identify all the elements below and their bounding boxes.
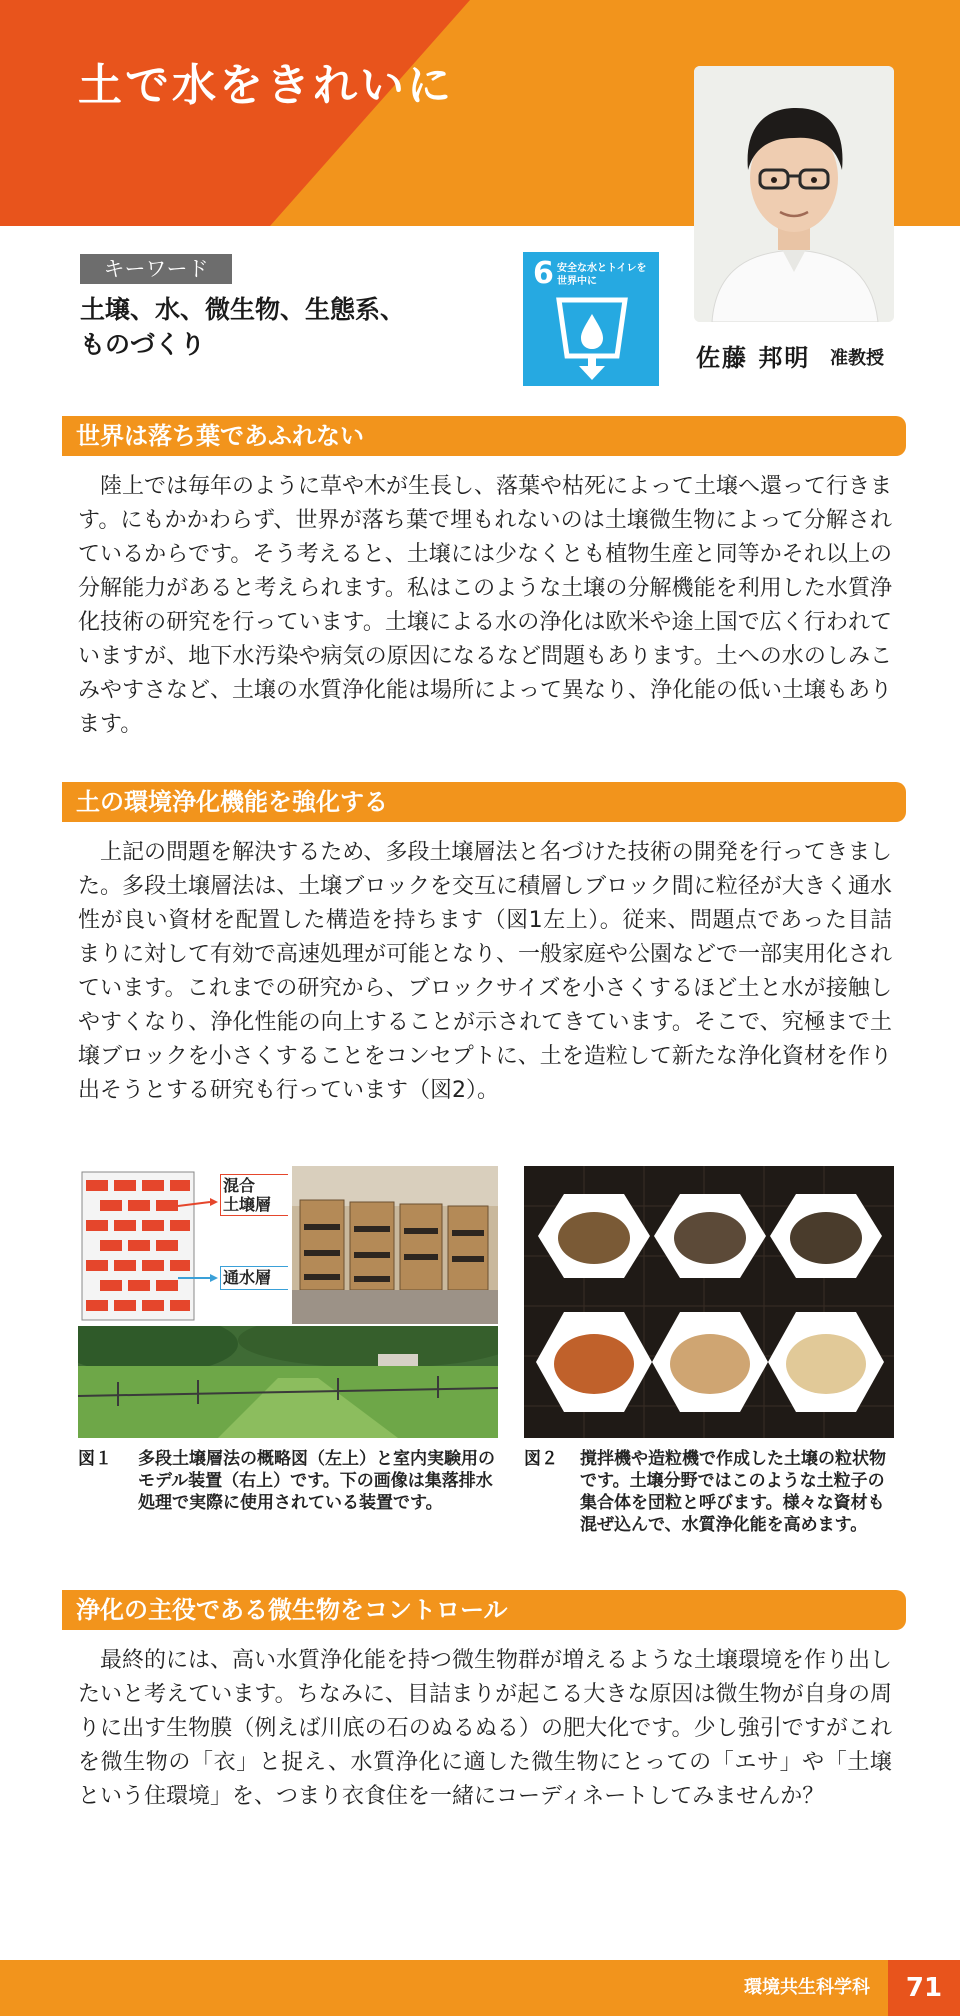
water-cup-icon [549,294,635,382]
keyword-label: キーワード [80,254,232,284]
footer-bar [0,1960,960,2016]
fig2-caption: 撹拌機や造粒機で作成した土壌の粒状物です。土壌分野ではこのような土粒子の集合体を団粒と呼びます。様々な資材も混ぜ込んで、水質浄化能を高めます。 [580,1449,886,1535]
sdg-goal-6-badge [523,252,659,386]
fig2-soil-granules-photo [524,1166,894,1438]
person-name: 佐藤 邦明 [696,344,811,372]
fig2-caption-label: 図２ [524,1449,558,1469]
fig1-lab-device-photo [292,1166,498,1324]
section-2-body: 上記の問題を解決するため、多段土壌層法と名づけた技術の開発を行ってきました。多段土壌層法は、土壌ブロックを交互に積層しブロック間に粒径が大きく通水性が良い資材を配置した構造を持ちます（図1左上）。従来、問題点であった目詰まりに対して有効で高速処理が可能となり、一般家庭や公園などで一部実用化されています。これまでの研究から、ブロックサイズを小さくするほど土と水が接触しやすくなり、浄化性能の向上することが示されてきています。そこで、究極まで土壌ブロックを小さくすることをコンセプトに、土を造粒して新たな浄化資材を作り出そうとする研究も行っています（図2）。 [78,840,893,1103]
fig1-caption: 多段土壌層法の概略図（左上）と室内実験用のモデル装置（右上）です。下の画像は集落排水処理で実際に使用されている装置です。 [138,1449,495,1513]
keyword-list [80,292,420,362]
sdg-number: 6 [533,256,554,291]
keyword-line-2: ものづくり [80,330,206,359]
page-title: 土で水をきれいに [78,60,454,111]
section-3-body: 最終的には、高い水質浄化能を持つ微生物群が増えるような土壌環境を作り出したいと考えています。ちなみに、目詰まりが起こる大きな原因は微生物が自身の周りに出す生物膜（例えば川底の石のぬるぬる）の肥大化です。少し強引ですがこれを微生物の「衣」と捉え、水質浄化に適した微生物にとっての「エサ」や「土壌という住環境」を、つまり衣食住を一緒にコーディネートしてみませんか？ [78,1648,893,1809]
section-3-heading [62,1590,906,1630]
keyword-line-1: 土壌、水、微生物、生態系、 [80,295,406,324]
fig1-caption-label: 図１ [78,1449,112,1469]
section-1-title: 世界は落ち葉であふれない [76,422,364,450]
fig1-multilayer-diagram [78,1166,288,1324]
section-2-heading [62,782,906,822]
page-number: 71 [888,1960,960,2016]
department-name: 環境共生科学科 [744,1977,870,1998]
section-1-body: 陸上では毎年のように草や木が生長し、落葉や枯死によって土壌へ還って行きます。にもかかわらず、世界が落ち葉で埋もれないのは土壌微生物によって分解されているからです。そう考えると、土壌には少なくとも植物生産と同等かそれ以上の分解能力があると考えられます。私はこのような土壌の分解機能を利用した水質浄化技術の研究を行っています。土壌による水の浄化は欧米や途上国で広く行われていますが、地下水汚染や病気の原因になるなど問題もあります。土への水のしみこみやすさなど、土壌の水質浄化能は場所によって異なり、浄化能の低い土壌もあります。 [78,474,893,737]
section-1-heading [62,416,906,456]
section-2-title: 土の環境浄化機能を強化する [76,788,388,816]
portrait-photo [694,66,894,322]
sdg-text: 安全な水とトイレを世界中に [557,263,647,287]
person-rank: 准教授 [830,348,884,369]
section-3-title: 浄化の主役である微生物をコントロール [76,1596,508,1624]
fig1-water-layer-label: 通水層 [220,1266,288,1290]
fig1-field-facility-photo [78,1326,498,1438]
fig1-mixed-soil-label: 混合 土壌層 [220,1174,288,1216]
